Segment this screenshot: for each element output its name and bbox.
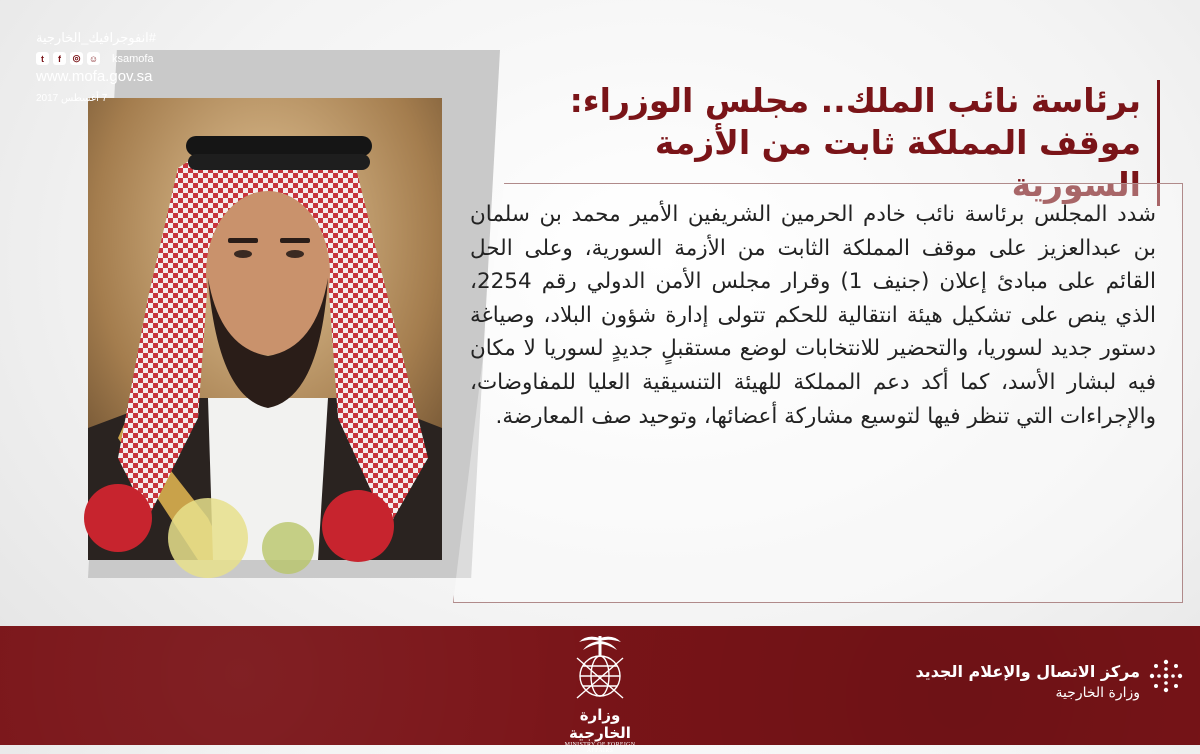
footer-center-name: [915, 662, 1140, 701]
instagram-icon[interactable]: ◎: [70, 52, 83, 65]
social-row: [36, 52, 186, 65]
twitter-icon[interactable]: t: [36, 52, 49, 65]
social-handle: ksamofa: [112, 52, 154, 65]
center-name: مركز الاتصال والإعلام الجديد: [915, 662, 1140, 681]
ministry-emblem: [555, 632, 645, 754]
footer-contact: [36, 30, 186, 104]
emblem-english-name: MINISTRY OF FOREIGN AFFAIRS: [564, 742, 636, 754]
headline-line-2: موقف المملكة ثابت من الأزمة السورية: [654, 123, 1141, 204]
portrait-photo: [88, 98, 442, 560]
hashtag: #انفوجرافيك_الخارجية: [36, 30, 157, 45]
snapchat-icon[interactable]: ☺: [88, 53, 99, 64]
website-link[interactable]: www.mofa.gov.sa: [36, 68, 153, 85]
publish-date: 7 أغسطس 2017: [36, 93, 108, 104]
headline-line-1: برئاسة نائب الملك.. مجلس الوزراء:: [569, 81, 1141, 120]
facebook-icon[interactable]: f: [53, 52, 66, 65]
emblem-arabic-name: وزارة الخارجية: [569, 706, 631, 742]
body-text: شدد المجلس برئاسة نائب خادم الحرمين الشريفين الأمير محمد بن سلمان بن عبدالعزيز على موقف المملكة الثابت من الأزمة السورية، وعلى الحل القائم على مبادئ إعلان (جنيف 1) وقرار مجلس الأمن الدولي رقم 2254، الذي ينص على تشكيل هيئة انتقالية للحكم تتولى إدارة شؤون البلاد، وصياغة دستور جديد لسوريا، والتحضير للانتخابات لوضع مستقبلٍ جديدٍ لسوريا لا مكان فيه لبشار الأسد، كما أكد دعم المملكة للهيئة التنسيقية العليا للمفاوضات، والإجراءات التي تنظر فيها لتوسيع مشاركة أعضائها، وتوحيد صف المعارضة.: [470, 202, 1156, 429]
dotted-star-logo-icon: [1148, 658, 1184, 694]
palm-swords-emblem-icon: [555, 632, 645, 704]
ministry-name: وزارة الخارجية: [1055, 685, 1140, 701]
